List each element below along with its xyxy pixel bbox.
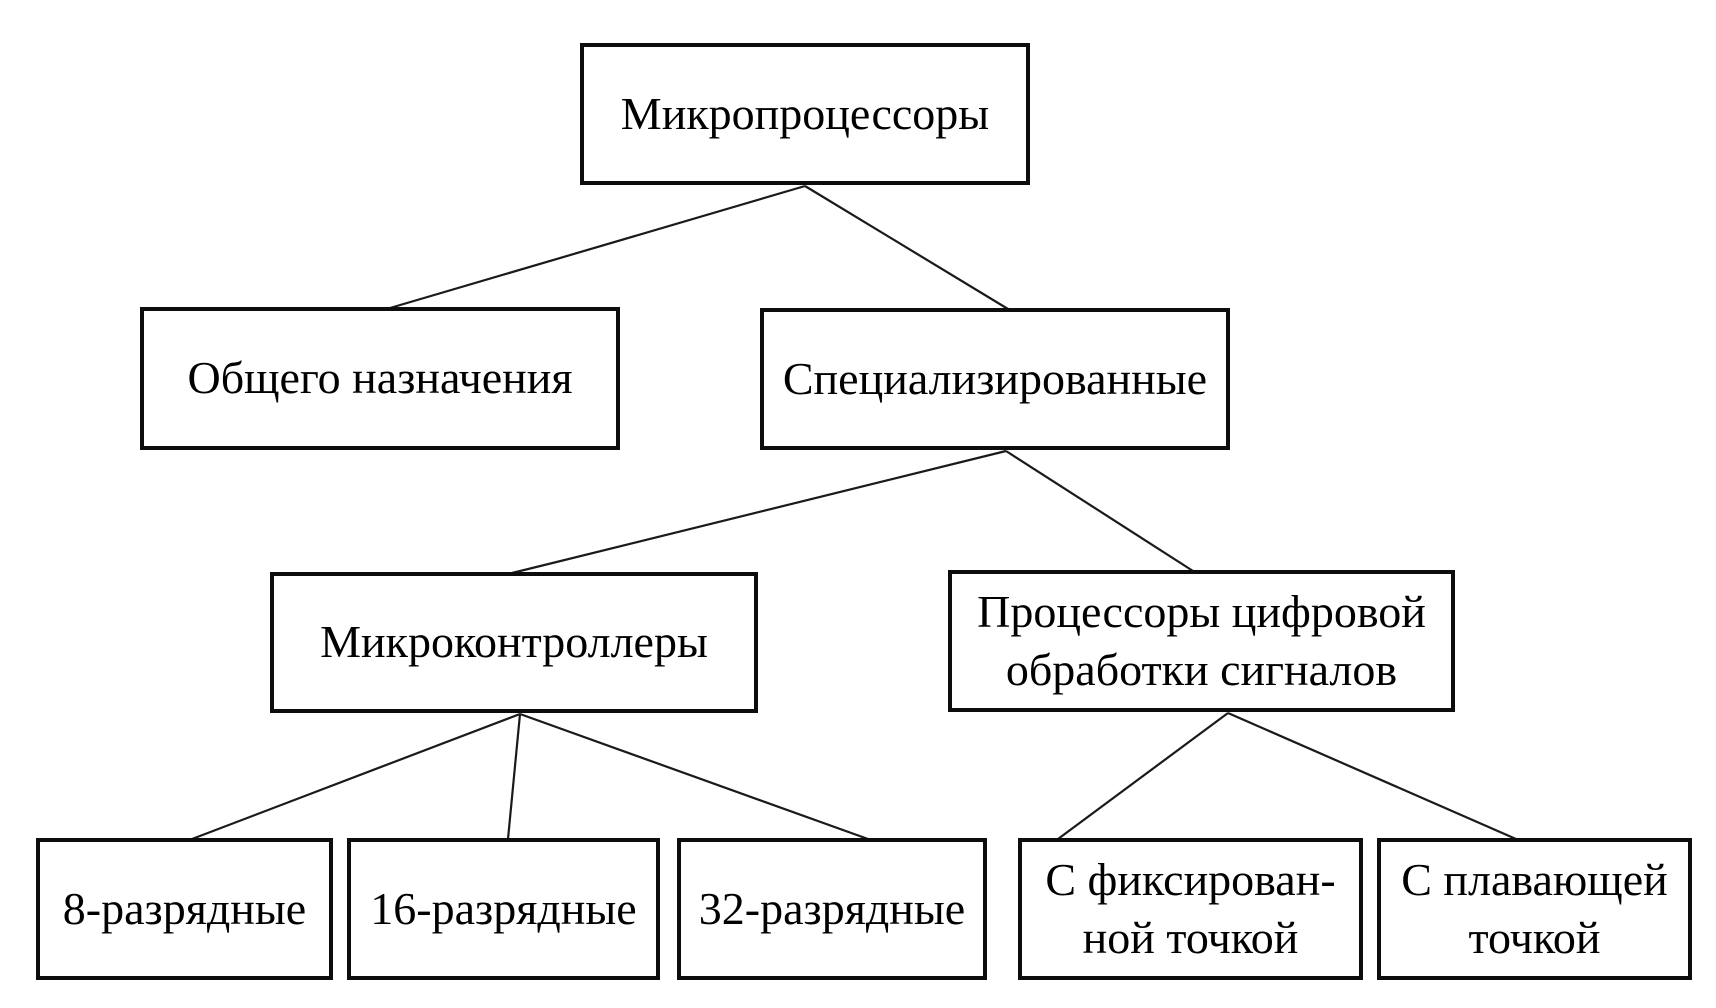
node-floating-point: [1377, 838, 1692, 980]
node-specialized: [760, 308, 1230, 450]
edge-mcu-bit32: [520, 714, 868, 839]
edge-specialized-dsp: [1006, 451, 1193, 571]
node-label-line1: С фиксирован-: [1045, 853, 1336, 905]
edge-root-general: [390, 186, 805, 308]
node-label-line2: обработки сигналов: [1005, 644, 1398, 695]
node-general-purpose: [140, 307, 620, 450]
node-label: 8-разрядные: [62, 882, 307, 934]
node-label-line2: точкой: [1468, 912, 1601, 963]
node-label: Микроконтроллеры: [320, 616, 708, 668]
node-label: Специализированные: [782, 352, 1208, 404]
node-label-line1: С плавающей: [1401, 853, 1668, 905]
node-microprocessors: [580, 43, 1030, 185]
node-label: Микропроцессоры: [620, 87, 990, 139]
node-label: 32-разрядные: [698, 882, 966, 934]
node-microcontrollers: [270, 572, 758, 713]
edge-specialized-mcu: [512, 451, 1006, 573]
node-16-bit: [347, 838, 660, 980]
node-label-line1: Процессоры цифровой: [977, 585, 1426, 637]
edge-root-specialized: [805, 186, 1008, 309]
node-label-line2: ной точкой: [1082, 912, 1299, 963]
edge-dsp-floating: [1228, 713, 1516, 839]
edge-dsp-fixed: [1058, 713, 1228, 839]
edge-mcu-bit16: [508, 714, 520, 839]
node-label: 16-разрядные: [370, 882, 637, 934]
node-digital-signal-processors: [948, 570, 1455, 712]
node-label: Общего назначения: [187, 352, 573, 404]
node-32-bit: [677, 838, 987, 980]
node-8-bit: [36, 838, 333, 980]
node-fixed-point: [1018, 838, 1363, 980]
edge-mcu-bit8: [192, 714, 520, 839]
